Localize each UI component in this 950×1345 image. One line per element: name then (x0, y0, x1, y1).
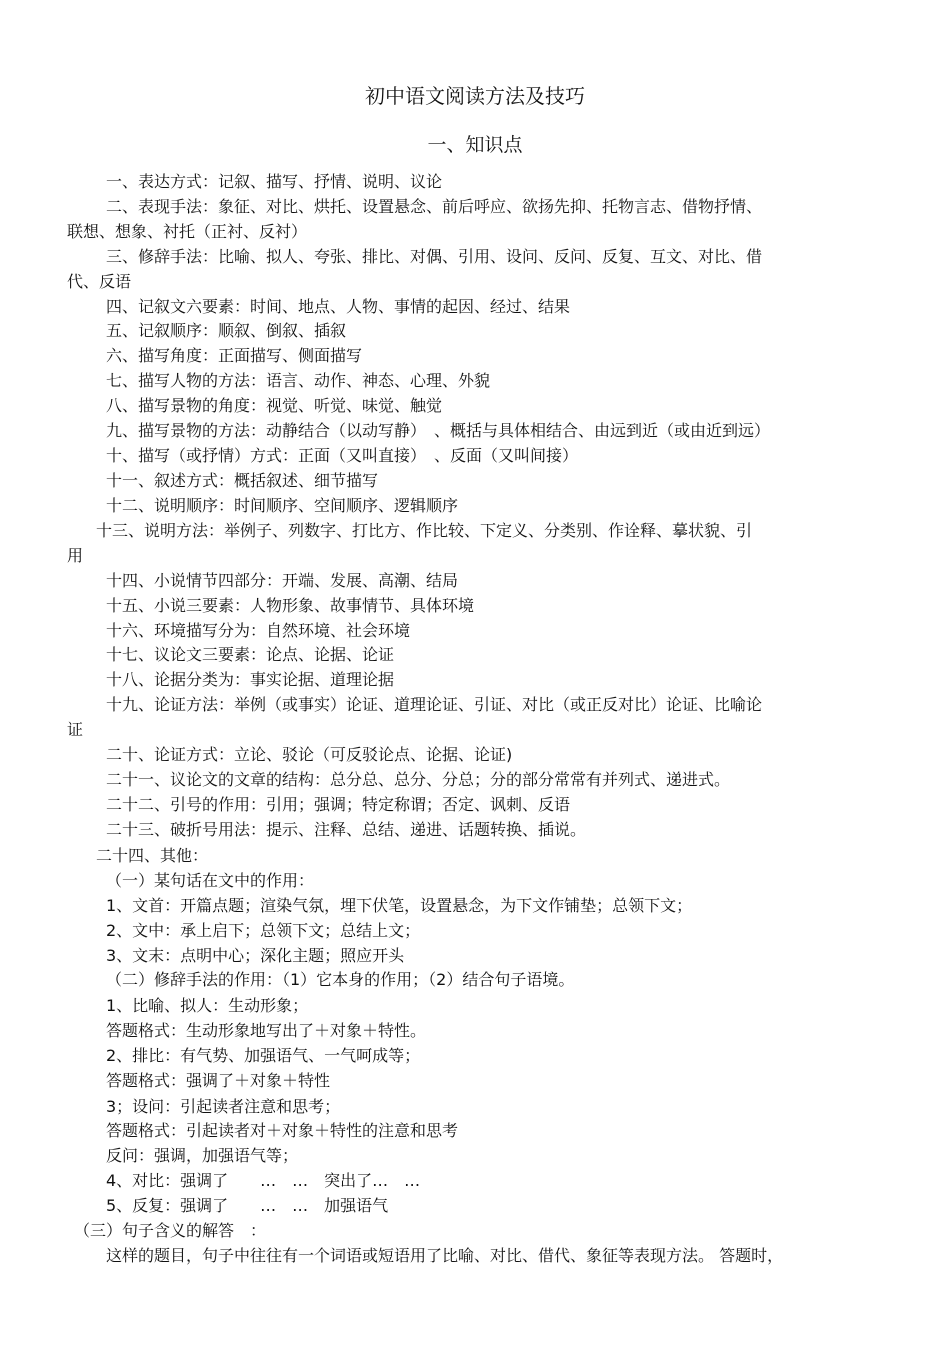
text-line: 2、文中：承上启下；总领下文；总结上文； (106, 921, 421, 940)
text-line: （三）句子含义的解答 ： (74, 1221, 267, 1240)
text-line: 七、描写人物的方法：语言、动作、神态、心理、外貌 (106, 371, 491, 390)
text-line: 3；设问：引起读者注意和思考； (106, 1097, 341, 1116)
text-line: （二）修辞手法的作用：（1）它本身的作用；（2）结合句子语境。 (106, 970, 575, 989)
section-heading: 一、知识点 (427, 134, 523, 156)
document-title: 初中语文阅读方法及技巧 (365, 84, 585, 108)
text-line: 二十、论证方式：立论、驳论（可反驳论点、论据、论证) (106, 745, 513, 764)
text-line: 证 (67, 720, 84, 739)
text-line: 3、文末：点明中心；深化主题；照应开头 (106, 946, 405, 965)
text-line: 代、反语 (67, 272, 132, 291)
text-line: 1、文首：开篇点题；渲染气氛，埋下伏笔，设置悬念，为下文作铺垫；总领下文； (106, 896, 693, 915)
text-line: 十六、环境描写分为：自然环境、社会环境 (106, 621, 411, 640)
text-line: 八、描写景物的角度：视觉、听觉、味觉、触觉 (106, 396, 443, 415)
text-line: 六、描写角度：正面描写、侧面描写 (106, 346, 363, 365)
text-line: 三、修辞手法：比喻、拟人、夸张、排比、对偶、引用、设问、反问、反复、互文、对比、借 (106, 247, 763, 266)
text-line: 十二、说明顺序：时间顺序、空间顺序、逻辑顺序 (106, 496, 459, 515)
text-line: 十九、论证方法：举例（或事实）论证、道理论证、引证、对比（或正反对比）论证、比喻论 (106, 695, 763, 714)
text-line: 九、描写景物的方法：动静结合（以动写静） 、概括与具体相结合、由远到近（或由近到远） (106, 421, 771, 440)
text-line: 十五、小说三要素：人物形象、故事情节、具体环境 (106, 596, 475, 615)
text-line: 二、表现手法：象征、对比、烘托、设置悬念、前后呼应、欲扬先抑、托物言志、借物抒情、 (106, 197, 763, 216)
text-line: 答题格式：生动形象地写出了＋对象＋特性。 (106, 1021, 427, 1040)
text-line: （一）某句话在文中的作用： (106, 871, 315, 890)
text-line: 十一、叙述方式：概括叙述、细节描写 (106, 471, 379, 490)
text-line: 联想、想象、衬托（正衬、反衬） (67, 222, 308, 241)
text-line: 五、记叙顺序：顺叙、倒叙、插叙 (106, 321, 347, 340)
text-line: 反问：强调，加强语气等； (106, 1146, 299, 1165)
text-line: 一、表达方式：记叙、描写、抒情、说明、议论 (106, 172, 443, 191)
text-line: 十八、论据分类为：事实论据、道理论据 (106, 670, 395, 689)
text-line: 四、记叙文六要素：时间、地点、人物、事情的起因、经过、结果 (106, 297, 571, 316)
text-line: 二十四、其他： (96, 846, 209, 865)
text-line: 答题格式：引起读者对＋对象＋特性的注意和思考 (106, 1121, 459, 1140)
text-line: 用 (67, 546, 84, 565)
text-line: 这样的题目，句子中往往有一个词语或短语用了比喻、对比、借代、象征等表现方法。 答题时， (106, 1246, 784, 1265)
text-line: 2、排比：有气势、加强语气、一气呵成等； (106, 1046, 421, 1065)
text-line: 十、描写（或抒情）方式：正面（又叫直接） 、反面（又叫间接） (106, 446, 579, 465)
text-line: 十三、说明方法：举例子、列数字、打比方、作比较、下定义、分类别、作诠释、摹状貌、引 (96, 521, 753, 540)
text-line: 二十三、破折号用法：提示、注释、总结、递进、话题转换、插说。 (106, 820, 587, 839)
text-line: 5、反复：强调了 … … 加强语气 (106, 1196, 389, 1215)
text-line: 4、对比：强调了 … … 突出了… … (106, 1171, 421, 1190)
text-line: 十四、小说情节四部分：开端、发展、高潮、结局 (106, 571, 459, 590)
text-line: 十七、议论文三要素：论点、论据、论证 (106, 645, 395, 664)
text-line: 二十二、引号的作用：引用；强调；特定称谓；否定、讽刺、反语 (106, 795, 571, 814)
text-line: 1、比喻、拟人：生动形象； (106, 996, 309, 1015)
text-line: 二十一、议论文的文章的结构：总分总、总分、分总；分的部分常常有并列式、递进式。 (106, 770, 731, 789)
text-line: 答题格式：强调了＋对象＋特性 (106, 1071, 331, 1090)
